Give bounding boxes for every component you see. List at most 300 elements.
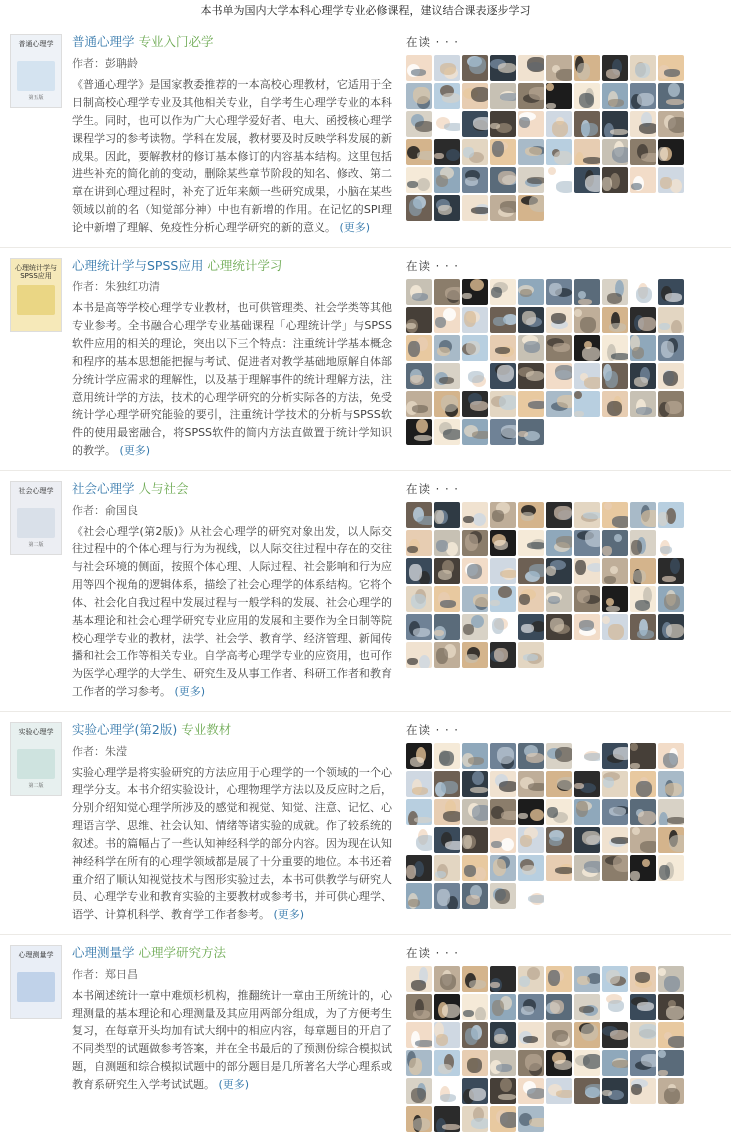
reader-avatar[interactable] [630, 614, 656, 640]
reader-avatar[interactable] [518, 743, 544, 769]
reader-avatar[interactable] [462, 502, 488, 528]
reader-avatar[interactable] [434, 363, 460, 389]
reader-avatar[interactable] [406, 391, 432, 417]
reader-avatar[interactable] [546, 1022, 572, 1048]
reader-avatar[interactable] [602, 771, 628, 797]
reader-avatar[interactable] [602, 55, 628, 81]
reader-avatar[interactable] [406, 1022, 432, 1048]
reader-avatar[interactable] [602, 111, 628, 137]
reader-avatar[interactable] [574, 827, 600, 853]
reader-avatar[interactable] [546, 55, 572, 81]
reader-avatar[interactable] [434, 83, 460, 109]
reader-avatar[interactable] [462, 363, 488, 389]
reader-avatar[interactable] [630, 994, 656, 1020]
book-title-link[interactable]: 实验心理学(第2版) [72, 721, 178, 737]
reader-avatar[interactable] [462, 83, 488, 109]
book-subtitle-link[interactable]: 心理学研究方法 [138, 944, 227, 960]
reader-avatar[interactable] [490, 167, 516, 193]
reader-avatar[interactable] [434, 855, 460, 881]
reader-avatar[interactable] [490, 1050, 516, 1076]
reader-avatar[interactable] [518, 530, 544, 556]
reader-avatar[interactable] [518, 363, 544, 389]
reader-avatar[interactable] [406, 827, 432, 853]
reader-avatar[interactable] [434, 502, 460, 528]
reader-avatar[interactable] [490, 335, 516, 361]
reader-avatar[interactable] [602, 827, 628, 853]
reader-avatar[interactable] [546, 307, 572, 333]
reader-avatar[interactable] [574, 391, 600, 417]
reader-avatar[interactable] [630, 139, 656, 165]
reader-avatar[interactable] [462, 307, 488, 333]
reader-avatar[interactable] [490, 502, 516, 528]
reader-avatar[interactable] [658, 743, 684, 769]
reader-avatar[interactable] [630, 1050, 656, 1076]
reader-avatar[interactable] [546, 83, 572, 109]
reader-avatar[interactable] [406, 307, 432, 333]
reader-avatar[interactable] [574, 743, 600, 769]
reader-avatar[interactable] [630, 743, 656, 769]
reader-avatar[interactable] [434, 1022, 460, 1048]
reader-avatar[interactable] [434, 530, 460, 556]
book-cover-image[interactable] [10, 722, 62, 796]
more-link[interactable]: (更多) [273, 908, 305, 922]
reader-avatar[interactable] [518, 83, 544, 109]
reader-avatar[interactable] [434, 642, 460, 668]
reader-avatar[interactable] [490, 391, 516, 417]
reader-avatar[interactable] [434, 994, 460, 1020]
reader-avatar[interactable] [406, 586, 432, 612]
reader-avatar[interactable] [462, 1050, 488, 1076]
reader-avatar[interactable] [658, 167, 684, 193]
reader-avatar[interactable] [462, 391, 488, 417]
reader-avatar[interactable] [546, 530, 572, 556]
reader-avatar[interactable] [546, 111, 572, 137]
reader-avatar[interactable] [518, 614, 544, 640]
reader-avatar[interactable] [546, 799, 572, 825]
more-link[interactable]: (更多) [119, 443, 151, 457]
reader-avatar[interactable] [490, 1106, 516, 1132]
reader-avatar[interactable] [434, 335, 460, 361]
reader-avatar[interactable] [518, 391, 544, 417]
reader-avatar[interactable] [546, 614, 572, 640]
reader-avatar[interactable] [462, 642, 488, 668]
reader-avatar[interactable] [574, 586, 600, 612]
reader-avatar[interactable] [602, 799, 628, 825]
reader-avatar[interactable] [574, 167, 600, 193]
reader-avatar[interactable] [602, 335, 628, 361]
reader-avatar[interactable] [630, 279, 656, 305]
reader-avatar[interactable] [434, 1050, 460, 1076]
reader-avatar[interactable] [406, 167, 432, 193]
reader-avatar[interactable] [658, 530, 684, 556]
reader-avatar[interactable] [546, 363, 572, 389]
reader-avatar[interactable] [574, 1050, 600, 1076]
reader-avatar[interactable] [406, 335, 432, 361]
reader-avatar[interactable] [518, 642, 544, 668]
reader-avatar[interactable] [434, 966, 460, 992]
reader-avatar[interactable] [462, 799, 488, 825]
reader-avatar[interactable] [630, 502, 656, 528]
reader-avatar[interactable] [574, 771, 600, 797]
reader-avatar[interactable] [602, 279, 628, 305]
reader-avatar[interactable] [462, 1022, 488, 1048]
reader-avatar[interactable] [630, 1022, 656, 1048]
book-cover-image[interactable] [10, 258, 62, 332]
reader-avatar[interactable] [602, 530, 628, 556]
reader-avatar[interactable] [602, 391, 628, 417]
reader-avatar[interactable] [574, 335, 600, 361]
reader-avatar[interactable] [658, 139, 684, 165]
book-title-link[interactable]: 心理统计学与SPSS应用 [72, 257, 204, 273]
reader-avatar[interactable] [434, 799, 460, 825]
reader-avatar[interactable] [658, 966, 684, 992]
reader-avatar[interactable] [434, 391, 460, 417]
reader-avatar[interactable] [574, 307, 600, 333]
reader-avatar[interactable] [490, 586, 516, 612]
reader-avatar[interactable] [574, 799, 600, 825]
reader-avatar[interactable] [406, 1078, 432, 1104]
reader-avatar[interactable] [658, 1050, 684, 1076]
reader-avatar[interactable] [490, 279, 516, 305]
reader-avatar[interactable] [406, 139, 432, 165]
book-subtitle-link[interactable]: 专业教材 [181, 721, 232, 737]
reader-avatar[interactable] [462, 111, 488, 137]
reader-avatar[interactable] [462, 827, 488, 853]
reader-avatar[interactable] [434, 1106, 460, 1132]
book-cover-image[interactable] [10, 481, 62, 555]
reader-avatar[interactable] [546, 279, 572, 305]
reader-avatar[interactable] [490, 83, 516, 109]
reader-avatar[interactable] [490, 827, 516, 853]
reader-avatar[interactable] [406, 799, 432, 825]
reader-avatar[interactable] [406, 855, 432, 881]
reader-avatar[interactable] [602, 966, 628, 992]
reader-avatar[interactable] [406, 771, 432, 797]
reader-avatar[interactable] [462, 883, 488, 909]
book-title-link[interactable]: 心理测量学 [72, 944, 135, 960]
reader-avatar[interactable] [602, 1078, 628, 1104]
reader-avatar[interactable] [602, 167, 628, 193]
reader-avatar[interactable] [546, 855, 572, 881]
reader-avatar[interactable] [658, 307, 684, 333]
reader-avatar[interactable] [518, 55, 544, 81]
avatar-shape [436, 1034, 448, 1046]
reader-avatar[interactable] [658, 1078, 684, 1104]
reader-avatar[interactable] [518, 558, 544, 584]
reader-avatar[interactable] [434, 279, 460, 305]
reader-avatar[interactable] [574, 1022, 600, 1048]
reader-avatar[interactable] [462, 195, 488, 221]
reader-avatar[interactable] [462, 1078, 488, 1104]
reader-avatar[interactable] [602, 994, 628, 1020]
reader-avatar[interactable] [630, 335, 656, 361]
reader-avatar[interactable] [518, 307, 544, 333]
reader-avatar[interactable] [406, 279, 432, 305]
reader-avatar[interactable] [546, 994, 572, 1020]
reader-avatar[interactable] [518, 799, 544, 825]
book-subtitle-link[interactable]: 专业入门必学 [138, 34, 214, 50]
reader-avatar[interactable] [518, 771, 544, 797]
reader-avatar[interactable] [546, 1050, 572, 1076]
reader-avatar[interactable] [658, 1022, 684, 1048]
reader-avatar[interactable] [546, 586, 572, 612]
reader-avatar[interactable] [518, 335, 544, 361]
reader-avatar[interactable] [434, 111, 460, 137]
more-link[interactable]: (更多) [339, 220, 371, 234]
reader-avatar[interactable] [490, 530, 516, 556]
reader-avatar[interactable] [406, 994, 432, 1020]
reader-avatar[interactable] [658, 502, 684, 528]
reader-avatar[interactable] [658, 614, 684, 640]
reader-avatar[interactable] [658, 994, 684, 1020]
reader-avatar[interactable] [658, 799, 684, 825]
reader-avatar[interactable] [630, 391, 656, 417]
reader-avatar[interactable] [518, 1022, 544, 1048]
reader-avatar[interactable] [406, 502, 432, 528]
reader-avatar[interactable] [518, 855, 544, 881]
reader-avatar[interactable] [518, 195, 544, 221]
reader-avatar[interactable] [518, 966, 544, 992]
reader-avatar[interactable] [602, 1022, 628, 1048]
reader-avatar[interactable] [630, 55, 656, 81]
reader-avatar[interactable] [462, 743, 488, 769]
reader-avatar[interactable] [546, 558, 572, 584]
reader-avatar[interactable] [602, 502, 628, 528]
reader-avatar[interactable] [630, 363, 656, 389]
reader-avatar[interactable] [658, 363, 684, 389]
reader-avatar[interactable] [490, 111, 516, 137]
reader-avatar[interactable] [462, 1106, 488, 1132]
reader-avatar[interactable] [462, 139, 488, 165]
reader-avatar[interactable] [574, 994, 600, 1020]
reader-avatar[interactable] [434, 167, 460, 193]
reader-avatar[interactable] [462, 558, 488, 584]
reader-avatar[interactable] [490, 799, 516, 825]
reader-avatar[interactable] [434, 1078, 460, 1104]
reader-avatar[interactable] [490, 855, 516, 881]
reader-avatar[interactable] [462, 530, 488, 556]
reader-avatar[interactable] [658, 335, 684, 361]
reader-avatar[interactable] [602, 363, 628, 389]
reader-avatar[interactable] [630, 530, 656, 556]
reader-avatar[interactable] [518, 502, 544, 528]
reader-avatar[interactable] [630, 799, 656, 825]
book-cover-image[interactable] [10, 945, 62, 1019]
reader-avatar[interactable] [518, 586, 544, 612]
reader-avatar[interactable] [574, 363, 600, 389]
reader-avatar[interactable] [462, 771, 488, 797]
reader-avatar[interactable] [574, 502, 600, 528]
avatar-shape [465, 534, 478, 551]
reader-avatar[interactable] [462, 55, 488, 81]
reader-avatar[interactable] [574, 614, 600, 640]
book-title-link[interactable]: 社会心理学 [72, 480, 135, 496]
reader-avatar[interactable] [574, 530, 600, 556]
reader-avatar[interactable] [518, 827, 544, 853]
reader-avatar[interactable] [406, 111, 432, 137]
reader-avatar[interactable] [574, 139, 600, 165]
reader-avatar[interactable] [546, 502, 572, 528]
reader-avatar[interactable] [406, 83, 432, 109]
reader-avatar[interactable] [630, 1078, 656, 1104]
reader-avatar[interactable] [490, 771, 516, 797]
avatar-shape [521, 624, 534, 633]
reader-avatar[interactable] [462, 335, 488, 361]
reader-avatar[interactable] [490, 642, 516, 668]
reader-avatar[interactable] [574, 279, 600, 305]
reader-avatar[interactable] [490, 195, 516, 221]
reader-avatar[interactable] [602, 83, 628, 109]
reader-avatar[interactable] [546, 743, 572, 769]
reader-avatar[interactable] [546, 167, 572, 193]
reader-avatar[interactable] [546, 139, 572, 165]
reader-avatar[interactable] [602, 558, 628, 584]
book-subtitle-link[interactable]: 心理统计学习 [207, 257, 283, 273]
reader-avatar[interactable] [406, 614, 432, 640]
reader-avatar[interactable] [602, 139, 628, 165]
reader-avatar[interactable] [574, 855, 600, 881]
reader-avatar[interactable] [490, 614, 516, 640]
reader-avatar[interactable] [546, 1078, 572, 1104]
reader-avatar[interactable] [490, 307, 516, 333]
reader-avatar[interactable] [490, 55, 516, 81]
reader-avatar[interactable] [490, 363, 516, 389]
reader-avatar[interactable] [462, 586, 488, 612]
reader-avatar[interactable] [630, 558, 656, 584]
reader-avatar[interactable] [630, 167, 656, 193]
reader-avatar[interactable] [434, 743, 460, 769]
reader-avatar[interactable] [658, 279, 684, 305]
reader-avatar[interactable] [602, 855, 628, 881]
reader-avatar[interactable] [490, 1078, 516, 1104]
reader-avatar[interactable] [630, 83, 656, 109]
book-cover-cell [0, 722, 72, 924]
reader-avatar[interactable] [490, 966, 516, 992]
reader-avatar[interactable] [602, 743, 628, 769]
reader-avatar[interactable] [434, 307, 460, 333]
reader-avatar[interactable] [462, 614, 488, 640]
reader-avatar[interactable] [546, 827, 572, 853]
reader-avatar[interactable] [602, 307, 628, 333]
reader-avatar[interactable] [630, 586, 656, 612]
reader-avatar[interactable] [518, 111, 544, 137]
reader-avatar[interactable] [630, 827, 656, 853]
reader-avatar[interactable] [518, 279, 544, 305]
reader-avatar[interactable] [518, 167, 544, 193]
reader-avatar[interactable] [462, 419, 488, 445]
reader-avatar[interactable] [490, 883, 516, 909]
reader-avatar[interactable] [658, 855, 684, 881]
reader-avatar[interactable] [462, 855, 488, 881]
reader-avatar[interactable] [406, 1106, 432, 1132]
reader-avatar[interactable] [574, 111, 600, 137]
reader-avatar[interactable] [574, 55, 600, 81]
reader-avatar[interactable] [406, 195, 432, 221]
reader-avatar[interactable] [602, 614, 628, 640]
reader-avatar[interactable] [406, 55, 432, 81]
reader-avatar[interactable] [406, 558, 432, 584]
reader-avatar[interactable] [490, 743, 516, 769]
reader-avatar[interactable] [406, 530, 432, 556]
reader-avatar[interactable] [658, 391, 684, 417]
reader-avatar[interactable] [406, 419, 432, 445]
book-cover-image[interactable] [10, 34, 62, 108]
reader-avatar[interactable] [602, 1050, 628, 1076]
reader-avatar[interactable] [518, 1078, 544, 1104]
book-subtitle-link[interactable]: 人与社会 [138, 480, 189, 496]
book-title-link[interactable]: 普通心理学 [72, 34, 135, 50]
reader-avatar[interactable] [546, 391, 572, 417]
reader-avatar[interactable] [490, 558, 516, 584]
reader-avatar[interactable] [462, 279, 488, 305]
more-link[interactable]: (更多) [174, 684, 206, 698]
reader-avatar[interactable] [490, 139, 516, 165]
reader-avatar[interactable] [490, 419, 516, 445]
avatar-shape [519, 594, 530, 605]
reader-avatar[interactable] [630, 111, 656, 137]
reader-avatar[interactable] [406, 363, 432, 389]
reader-avatar[interactable] [574, 1078, 600, 1104]
reader-avatar[interactable] [658, 55, 684, 81]
reader-avatar[interactable] [518, 1050, 544, 1076]
reader-avatar[interactable] [434, 558, 460, 584]
reader-avatar[interactable] [406, 642, 432, 668]
more-link[interactable]: (更多) [218, 1077, 250, 1091]
reader-avatar[interactable] [630, 966, 656, 992]
reader-avatar[interactable] [434, 883, 460, 909]
reader-avatar[interactable] [658, 827, 684, 853]
reader-avatar[interactable] [518, 994, 544, 1020]
reader-avatar[interactable] [462, 966, 488, 992]
reader-avatar[interactable] [462, 994, 488, 1020]
reader-avatar[interactable] [658, 558, 684, 584]
reader-avatar[interactable] [546, 771, 572, 797]
reader-avatar[interactable] [434, 419, 460, 445]
reader-avatar[interactable] [434, 771, 460, 797]
reader-avatar[interactable] [434, 614, 460, 640]
reader-avatar[interactable] [658, 771, 684, 797]
reader-avatar[interactable] [574, 966, 600, 992]
reader-avatar[interactable] [518, 139, 544, 165]
reader-avatar[interactable] [406, 743, 432, 769]
reader-avatar[interactable] [546, 335, 572, 361]
reader-avatar[interactable] [406, 1050, 432, 1076]
reader-avatar[interactable] [490, 994, 516, 1020]
reader-avatar[interactable] [546, 966, 572, 992]
reader-avatar[interactable] [434, 139, 460, 165]
reader-avatar[interactable] [518, 1106, 544, 1132]
reader-avatar[interactable] [630, 307, 656, 333]
reader-avatar[interactable] [518, 883, 544, 909]
reader-avatar[interactable] [574, 558, 600, 584]
reader-avatar[interactable] [630, 855, 656, 881]
reader-avatar[interactable] [490, 1022, 516, 1048]
reader-avatar[interactable] [518, 419, 544, 445]
reader-avatar[interactable] [434, 827, 460, 853]
reader-avatar[interactable] [658, 83, 684, 109]
reader-avatar[interactable] [658, 111, 684, 137]
reader-avatar[interactable] [574, 83, 600, 109]
reader-avatar[interactable] [434, 55, 460, 81]
reader-avatar[interactable] [462, 167, 488, 193]
reader-avatar[interactable] [406, 966, 432, 992]
reader-avatar[interactable] [434, 195, 460, 221]
reader-avatar[interactable] [630, 771, 656, 797]
reader-avatar[interactable] [406, 883, 432, 909]
reader-avatar[interactable] [658, 586, 684, 612]
reader-avatar[interactable] [602, 586, 628, 612]
reader-avatar[interactable] [434, 586, 460, 612]
